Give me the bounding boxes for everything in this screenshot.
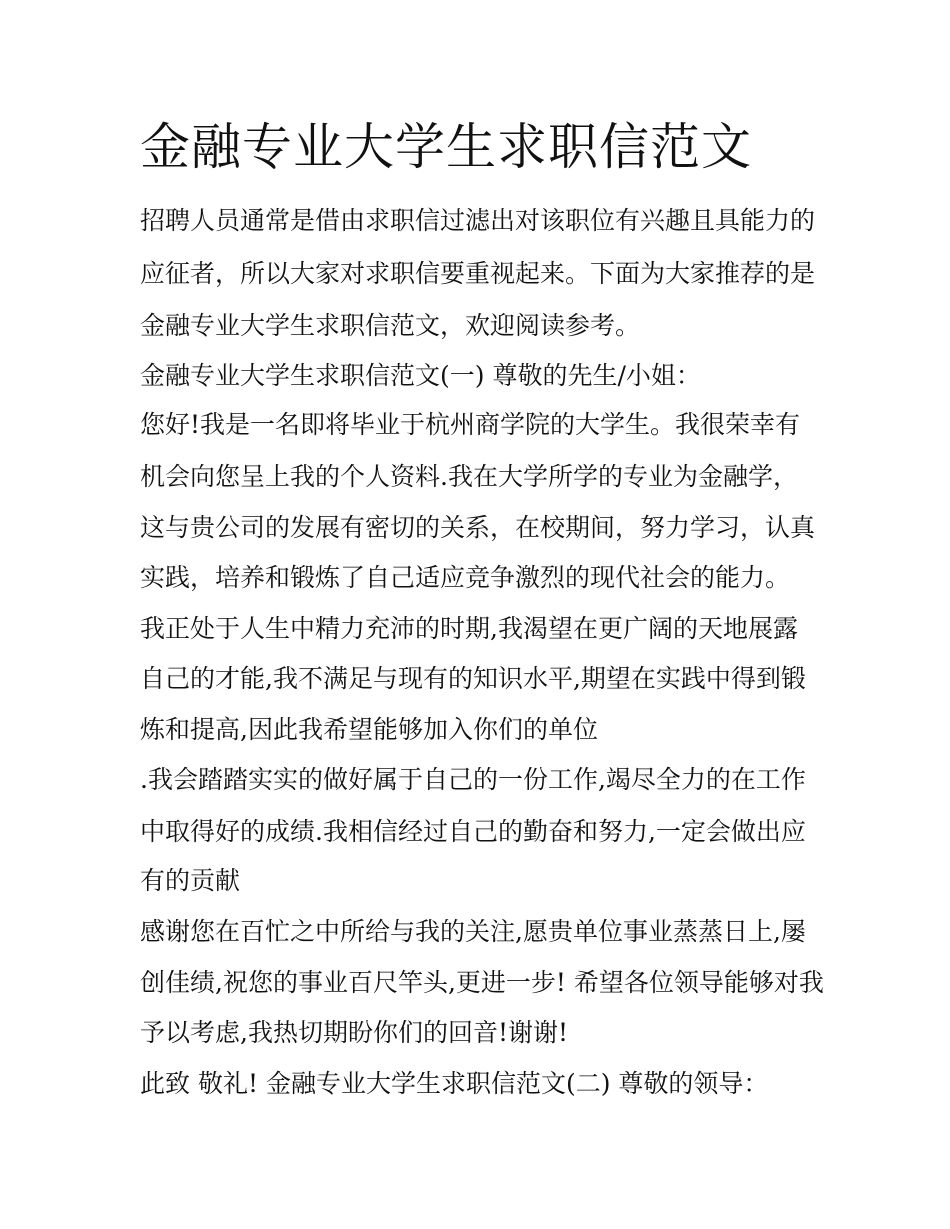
body-line: 炼和提高,因此我希望能够加入你们的单位 [140, 715, 598, 744]
body-line: 金融专业大学生求职信范文，欢迎阅读参考。 [140, 311, 641, 340]
body-line: .我会踏踏实实的做好属于自己的一份工作,竭尽全力的在工作 [140, 765, 806, 794]
body-line: 感谢您在百忙之中所给与我的关注,愿贵单位事业蒸蒸日上,屡 [140, 917, 806, 946]
body-line: 这与贵公司的发展有密切的关系，在校期间，努力学习，认真 [140, 513, 816, 542]
body-line: 予以考虑,我热切期盼你们的回音!谢谢! [140, 1018, 569, 1047]
body-line: 创佳绩,祝您的事业百尺竿头,更进一步! 希望各位领导能够对我 [140, 968, 824, 997]
body-line: 机会向您呈上我的个人资料.我在大学所学的专业为金融学， [140, 462, 798, 491]
body-line: 有的贡献 [140, 866, 241, 895]
body-line: 实践，培养和锻炼了自己适应竞争激烈的现代社会的能力。 [140, 563, 791, 592]
body-line: 我正处于人生中精力充沛的时期,我渴望在更广阔的天地展露 [140, 614, 798, 643]
body-line: 招聘人员通常是借由求职信过滤出对该职位有兴趣且具能力的 [140, 206, 816, 235]
body-line: 中取得好的成绩.我相信经过自己的勤奋和努力,一定会做出应 [140, 817, 806, 846]
body-line: 自己的才能,我不满足与现有的知识水平,期望在实践中得到锻 [140, 664, 806, 693]
body-line: 应征者，所以大家对求职信要重视起来。下面为大家推荐的是 [140, 259, 816, 288]
body-line: 此致 敬礼! 金融专业大学生求职信范文(二) 尊敬的领导： [140, 1069, 769, 1098]
body-line: 您好!我是一名即将毕业于杭州商学院的大学生。我很荣幸有 [140, 410, 801, 439]
body-line: 金融专业大学生求职信范文(一) 尊敬的先生/小姐： [140, 361, 701, 390]
document-title: 金融专业大学生求职信范文 [140, 118, 752, 176]
